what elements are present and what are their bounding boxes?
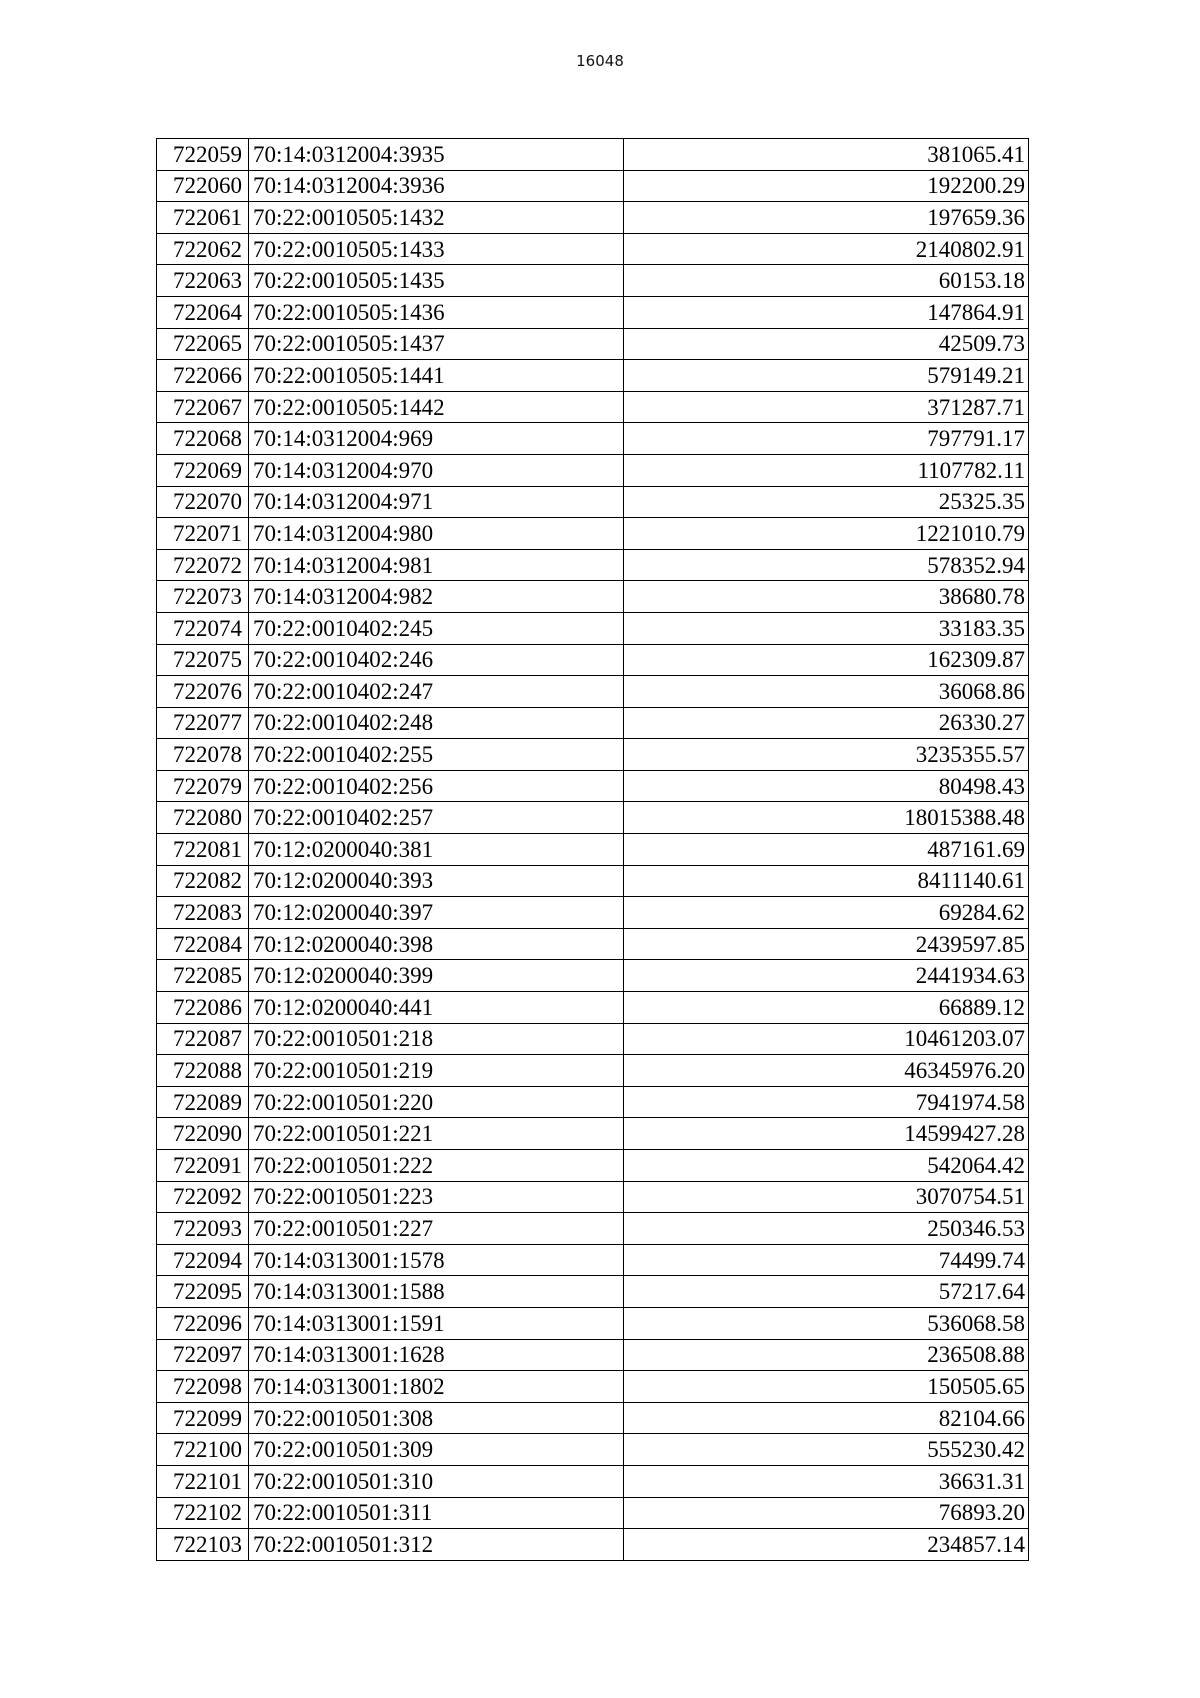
table-row [157, 233, 1029, 265]
cadastral-number-cell: 70:22:0010501:311 [249, 1497, 624, 1529]
row-number-cell: 722095 [157, 1276, 249, 1308]
row-number-cell: 722063 [157, 265, 249, 297]
table-row [157, 1118, 1029, 1150]
cadastral-value-cell: 26330.27 [624, 707, 1029, 739]
cadastral-value-cell: 25325.35 [624, 486, 1029, 518]
cadastral-number-cell: 70:14:0313001:1802 [249, 1371, 624, 1403]
table-row [157, 1276, 1029, 1308]
row-number-cell: 722102 [157, 1497, 249, 1529]
cadastral-value-cell: 57217.64 [624, 1276, 1029, 1308]
row-number-cell: 722082 [157, 865, 249, 897]
table-row [157, 454, 1029, 486]
table-row [157, 1244, 1029, 1276]
table-row [157, 739, 1029, 771]
cadastral-number-cell: 70:14:0312004:969 [249, 423, 624, 455]
cadastral-number-cell: 70:22:0010501:222 [249, 1150, 624, 1182]
cadastral-value-cell: 381065.41 [624, 139, 1029, 171]
cadastral-number-cell: 70:22:0010505:1432 [249, 202, 624, 234]
table-row [157, 1529, 1029, 1561]
cadastral-number-cell: 70:22:0010505:1442 [249, 391, 624, 423]
table-row [157, 644, 1029, 676]
table-row [157, 1181, 1029, 1213]
table-row [157, 360, 1029, 392]
table-row [157, 486, 1029, 518]
cadastral-number-cell: 70:12:0200040:397 [249, 897, 624, 929]
cadastral-number-cell: 70:22:0010505:1435 [249, 265, 624, 297]
cadastral-value-cell: 38680.78 [624, 581, 1029, 613]
table-row [157, 265, 1029, 297]
table-row [157, 328, 1029, 360]
table-body [157, 139, 1029, 1561]
table-row [157, 1055, 1029, 1087]
cadastral-number-cell: 70:22:0010501:309 [249, 1434, 624, 1466]
table-row [157, 1434, 1029, 1466]
row-number-cell: 722064 [157, 296, 249, 328]
row-number-cell: 722093 [157, 1213, 249, 1245]
cadastral-value-cell: 14599427.28 [624, 1118, 1029, 1150]
row-number-cell: 722099 [157, 1402, 249, 1434]
cadastral-number-cell: 70:12:0200040:398 [249, 928, 624, 960]
cadastral-number-cell: 70:14:0312004:980 [249, 518, 624, 550]
cadastral-number-cell: 70:12:0200040:441 [249, 992, 624, 1024]
cadastral-value-cell: 82104.66 [624, 1402, 1029, 1434]
table-row [157, 170, 1029, 202]
cadastral-value-cell: 36631.31 [624, 1465, 1029, 1497]
cadastral-value-cell: 1107782.11 [624, 454, 1029, 486]
row-number-cell: 722078 [157, 739, 249, 771]
cadastral-value-cell: 3235355.57 [624, 739, 1029, 771]
cadastral-value-cell: 2439597.85 [624, 928, 1029, 960]
cadastral-number-cell: 70:22:0010505:1441 [249, 360, 624, 392]
cadastral-value-cell: 236508.88 [624, 1339, 1029, 1371]
row-number-cell: 722086 [157, 992, 249, 1024]
cadastral-value-cell: 2441934.63 [624, 960, 1029, 992]
row-number-cell: 722089 [157, 1086, 249, 1118]
cadastral-number-cell: 70:22:0010505:1433 [249, 233, 624, 265]
cadastral-value-cell: 487161.69 [624, 834, 1029, 866]
cadastral-number-cell: 70:22:0010505:1437 [249, 328, 624, 360]
cadastral-number-cell: 70:22:0010501:219 [249, 1055, 624, 1087]
row-number-cell: 722088 [157, 1055, 249, 1087]
row-number-cell: 722087 [157, 1023, 249, 1055]
cadastral-number-cell: 70:22:0010501:227 [249, 1213, 624, 1245]
cadastral-value-cell: 69284.62 [624, 897, 1029, 929]
cadastral-value-cell: 192200.29 [624, 170, 1029, 202]
table-row [157, 676, 1029, 708]
table-row [157, 1213, 1029, 1245]
row-number-cell: 722097 [157, 1339, 249, 1371]
row-number-cell: 722094 [157, 1244, 249, 1276]
cadastral-number-cell: 70:22:0010402:256 [249, 770, 624, 802]
table-row [157, 549, 1029, 581]
row-number-cell: 722075 [157, 644, 249, 676]
table-row [157, 1023, 1029, 1055]
cadastral-value-cell: 33183.35 [624, 612, 1029, 644]
row-number-cell: 722067 [157, 391, 249, 423]
table-row [157, 139, 1029, 171]
cadastral-number-cell: 70:14:0312004:970 [249, 454, 624, 486]
cadastral-number-cell: 70:22:0010505:1436 [249, 296, 624, 328]
row-number-cell: 722073 [157, 581, 249, 613]
row-number-cell: 722077 [157, 707, 249, 739]
table-row [157, 1339, 1029, 1371]
cadastral-number-cell: 70:22:0010402:247 [249, 676, 624, 708]
cadastral-value-cell: 536068.58 [624, 1307, 1029, 1339]
cadastral-value-cell: 2140802.91 [624, 233, 1029, 265]
row-number-cell: 722091 [157, 1150, 249, 1182]
table-row [157, 928, 1029, 960]
table-row [157, 1086, 1029, 1118]
cadastral-value-cell: 147864.91 [624, 296, 1029, 328]
cadastral-number-cell: 70:22:0010501:312 [249, 1529, 624, 1561]
row-number-cell: 722084 [157, 928, 249, 960]
row-number-cell: 722079 [157, 770, 249, 802]
table-row [157, 1465, 1029, 1497]
row-number-cell: 722059 [157, 139, 249, 171]
row-number-cell: 722072 [157, 549, 249, 581]
table-row [157, 1307, 1029, 1339]
table-row [157, 1402, 1029, 1434]
row-number-cell: 722092 [157, 1181, 249, 1213]
cadastral-value-cell: 797791.17 [624, 423, 1029, 455]
table-row [157, 707, 1029, 739]
table-row [157, 1150, 1029, 1182]
table-row [157, 202, 1029, 234]
table-row [157, 296, 1029, 328]
cadastral-value-cell: 162309.87 [624, 644, 1029, 676]
row-number-cell: 722081 [157, 834, 249, 866]
cadastral-number-cell: 70:22:0010402:246 [249, 644, 624, 676]
table-row [157, 391, 1029, 423]
row-number-cell: 722098 [157, 1371, 249, 1403]
cadastral-number-cell: 70:22:0010501:223 [249, 1181, 624, 1213]
cadastral-value-cell: 150505.65 [624, 1371, 1029, 1403]
table-row [157, 423, 1029, 455]
row-number-cell: 722103 [157, 1529, 249, 1561]
row-number-cell: 722066 [157, 360, 249, 392]
cadastral-value-cell: 578352.94 [624, 549, 1029, 581]
cadastral-value-cell: 18015388.48 [624, 802, 1029, 834]
cadastral-value-cell: 80498.43 [624, 770, 1029, 802]
cadastral-value-cell: 42509.73 [624, 328, 1029, 360]
table-row [157, 770, 1029, 802]
cadastral-value-cell: 3070754.51 [624, 1181, 1029, 1213]
page-number: 16048 [576, 52, 624, 70]
cadastral-value-cell: 8411140.61 [624, 865, 1029, 897]
row-number-cell: 722101 [157, 1465, 249, 1497]
table-row [157, 897, 1029, 929]
cadastral-number-cell: 70:22:0010501:310 [249, 1465, 624, 1497]
row-number-cell: 722060 [157, 170, 249, 202]
cadastral-value-cell: 234857.14 [624, 1529, 1029, 1561]
cadastral-number-cell: 70:22:0010402:248 [249, 707, 624, 739]
cadastral-number-cell: 70:14:0313001:1578 [249, 1244, 624, 1276]
row-number-cell: 722085 [157, 960, 249, 992]
cadastral-number-cell: 70:12:0200040:381 [249, 834, 624, 866]
cadastral-value-cell: 76893.20 [624, 1497, 1029, 1529]
cadastral-number-cell: 70:22:0010402:257 [249, 802, 624, 834]
table-row [157, 834, 1029, 866]
cadastral-number-cell: 70:22:0010501:221 [249, 1118, 624, 1150]
cadastral-value-cell: 74499.74 [624, 1244, 1029, 1276]
cadastral-number-cell: 70:14:0312004:3935 [249, 139, 624, 171]
table-row [157, 992, 1029, 1024]
row-number-cell: 722090 [157, 1118, 249, 1150]
cadastral-number-cell: 70:14:0313001:1628 [249, 1339, 624, 1371]
row-number-cell: 722065 [157, 328, 249, 360]
cadastral-number-cell: 70:12:0200040:393 [249, 865, 624, 897]
table-row [157, 612, 1029, 644]
row-number-cell: 722070 [157, 486, 249, 518]
table-row [157, 1371, 1029, 1403]
row-number-cell: 722062 [157, 233, 249, 265]
table-row [157, 581, 1029, 613]
row-number-cell: 722069 [157, 454, 249, 486]
cadastral-value-cell: 542064.42 [624, 1150, 1029, 1182]
table-row [157, 802, 1029, 834]
cadastral-number-cell: 70:14:0313001:1591 [249, 1307, 624, 1339]
table-row [157, 960, 1029, 992]
cadastral-number-cell: 70:14:0312004:981 [249, 549, 624, 581]
row-number-cell: 722068 [157, 423, 249, 455]
row-number-cell: 722096 [157, 1307, 249, 1339]
table-row [157, 1497, 1029, 1529]
cadastral-number-cell: 70:22:0010501:220 [249, 1086, 624, 1118]
cadastral-value-cell: 7941974.58 [624, 1086, 1029, 1118]
cadastral-value-cell: 197659.36 [624, 202, 1029, 234]
cadastral-value-cell: 10461203.07 [624, 1023, 1029, 1055]
table-row [157, 865, 1029, 897]
row-number-cell: 722074 [157, 612, 249, 644]
cadastral-number-cell: 70:14:0312004:971 [249, 486, 624, 518]
cadastral-value-cell: 250346.53 [624, 1213, 1029, 1245]
cadastral-value-cell: 371287.71 [624, 391, 1029, 423]
cadastral-number-cell: 70:14:0313001:1588 [249, 1276, 624, 1308]
table-row [157, 518, 1029, 550]
cadastral-number-cell: 70:22:0010501:308 [249, 1402, 624, 1434]
cadastral-number-cell: 70:22:0010402:255 [249, 739, 624, 771]
cadastral-number-cell: 70:14:0312004:3936 [249, 170, 624, 202]
cadastral-value-cell: 1221010.79 [624, 518, 1029, 550]
row-number-cell: 722061 [157, 202, 249, 234]
cadastral-value-cell: 36068.86 [624, 676, 1029, 708]
cadastral-value-table [156, 138, 1029, 1561]
row-number-cell: 722083 [157, 897, 249, 929]
cadastral-number-cell: 70:14:0312004:982 [249, 581, 624, 613]
row-number-cell: 722080 [157, 802, 249, 834]
cadastral-number-cell: 70:12:0200040:399 [249, 960, 624, 992]
cadastral-number-cell: 70:22:0010501:218 [249, 1023, 624, 1055]
cadastral-value-cell: 579149.21 [624, 360, 1029, 392]
cadastral-value-cell: 46345976.20 [624, 1055, 1029, 1087]
cadastral-number-cell: 70:22:0010402:245 [249, 612, 624, 644]
cadastral-value-cell: 555230.42 [624, 1434, 1029, 1466]
row-number-cell: 722071 [157, 518, 249, 550]
cadastral-value-cell: 66889.12 [624, 992, 1029, 1024]
cadastral-value-cell: 60153.18 [624, 265, 1029, 297]
row-number-cell: 722100 [157, 1434, 249, 1466]
row-number-cell: 722076 [157, 676, 249, 708]
